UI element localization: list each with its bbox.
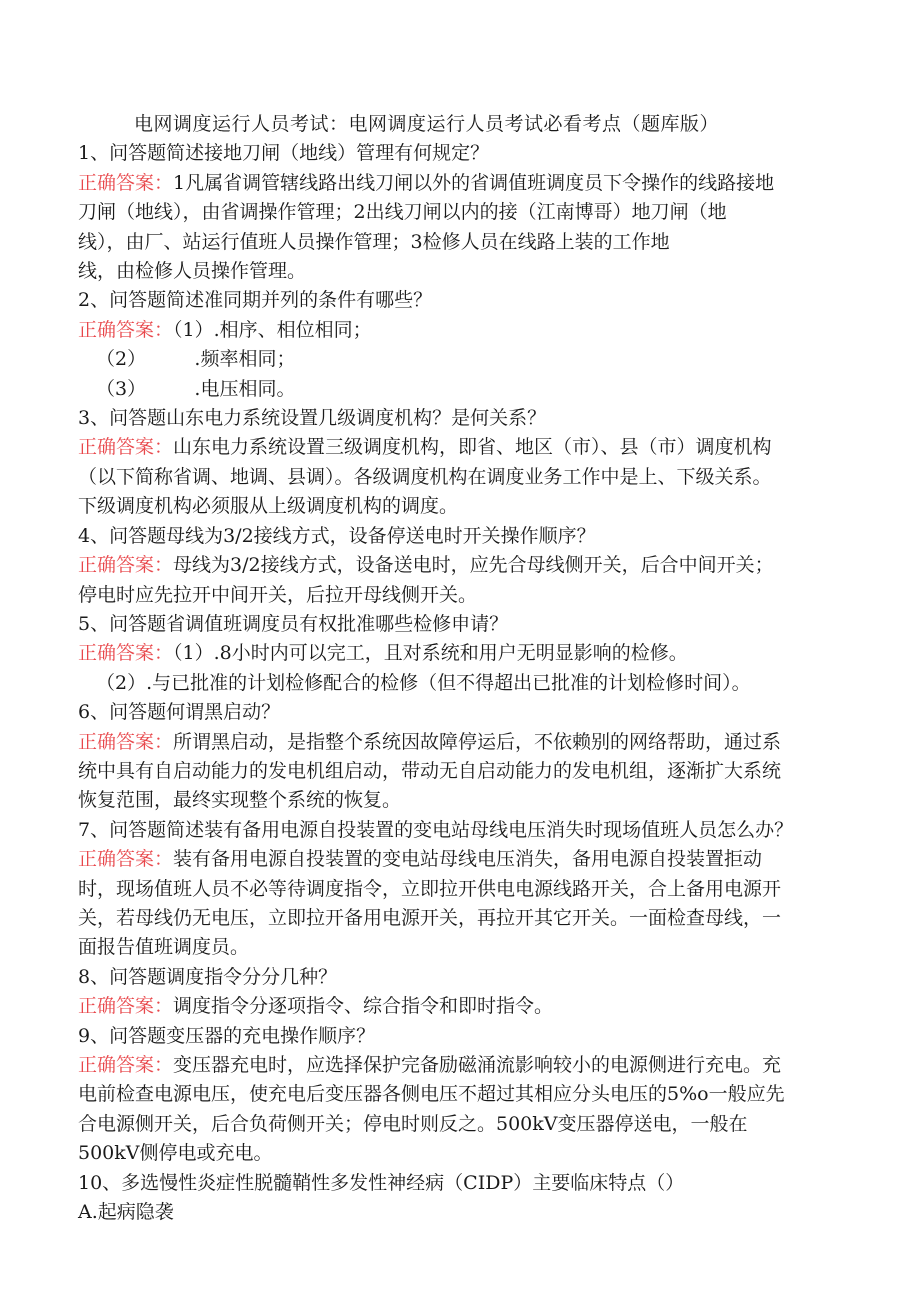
answer-6-line-1	[78, 728, 830, 757]
answer-6-text-1: 所谓黑启动，是指整个系统因故障停运后，不依赖别的网络帮助，通过系	[173, 730, 782, 753]
answer-1-line-4: 线，由检修人员操作管理。	[78, 260, 307, 283]
answer-1-line-1	[78, 169, 830, 198]
answer-5-line-1	[78, 639, 830, 668]
answer-9-line-3: 合电源侧开关，后合负荷侧开关；停电时则反之。500kV变压器停送电，一般在	[78, 1112, 748, 1135]
answer-2-text-1: （1）.相序、相位相同；	[173, 318, 372, 341]
answer-4-text-1: 母线为3/2接线方式，设备送电时，应先合母线侧开关，后合中间开关；	[173, 554, 774, 577]
answer-3-line-2: （以下简称省调、地调、县调）。各级调度机构在调度业务工作中是上、下级关系。	[78, 465, 772, 488]
answer-7-line-3: 关，若母线仍无电压，立即拉开备用电源开关，再拉开其它开关。一面检查母线，一	[78, 906, 782, 929]
answer-9-text-1: 变压器充电时，应选择保护完备励磁涌流影响较小的电源侧进行充电。充	[173, 1054, 782, 1076]
question-4: 4、问答题母线为3/2接线方式，设备停送电时开关操作顺序？	[78, 524, 596, 547]
question-2: 2、问答题简述准同期并列的条件有哪些？	[78, 289, 433, 312]
answer-4-line-2: 停电时应先拉开中间开关，后拉开母线侧开关。	[78, 583, 478, 606]
answer-label: 正确答案：	[78, 1054, 174, 1076]
answer-6-line-2: 统中具有自启动能力的发电机组启动，带动无自启动能力的发电机组，逐渐扩大系统	[78, 759, 782, 782]
answer-6-line-3: 恢复范围，最终实现整个系统的恢复。	[78, 789, 402, 812]
answer-3-text-1: 山东电力系统设置三级调度机构，即省、地区（市）、县（市）调度机构	[173, 436, 772, 459]
answer-label: 正确答案：	[78, 730, 174, 753]
answer-2-line-3: （3） .电压相同。	[96, 377, 296, 400]
answer-8-text-1: 调度指令分逐项指令、综合指令和即时指令。	[173, 995, 554, 1018]
answer-8-line-1	[78, 992, 830, 1021]
question-5: 5、问答题省调值班调度员有权批准哪些检修申请？	[78, 612, 509, 635]
answer-7-text-1: 装有备用电源自投装置的变电站母线电压消失，备用电源自投装置拒动	[173, 848, 763, 871]
answer-1-line-3: 线），由厂、站运行值班人员操作管理；3检修人员在线路上装的工作地	[78, 230, 670, 253]
answer-7-line-2: 时，现场值班人员不必等待调度指令，立即拉开供电电源线路开关，合上备用电源开	[78, 877, 782, 900]
answer-9-line-4: 500kV侧停电或充电。	[78, 1142, 273, 1165]
answer-label: 正确答案：	[78, 436, 174, 459]
answer-5-line-2: （2）.与已批准的计划检修配合的检修（但不得超出已批准的计划检修时间）。	[96, 671, 751, 694]
answer-2-line-1	[78, 316, 830, 345]
answer-1-line-2: 刀闸（地线），由省调操作管理；2出线刀闸以内的接（江南博哥）地刀闸（地	[78, 201, 727, 224]
answer-3-line-3: 下级调度机构必须服从上级调度机构的调度。	[78, 495, 459, 518]
question-9: 9、问答题变压器的充电操作顺序？	[78, 1024, 376, 1047]
question-3: 3、问答题山东电力系统设置几级调度机构？是何关系？	[78, 407, 547, 430]
question-1: 1、问答题简述接地刀闸（地线）管理有何规定？	[78, 142, 490, 165]
answer-3-line-1	[78, 433, 830, 462]
answer-9-line-1	[78, 1051, 830, 1080]
question-6: 6、问答题何谓黑启动？	[78, 701, 281, 724]
answer-1-text-1: 1凡属省调管辖线路出线刀闸以外的省调值班调度员下令操作的线路接地	[173, 171, 775, 194]
answer-7-line-4: 面报告值班调度员。	[78, 936, 250, 959]
question-7: 7、问答题简述装有备用电源自投装置的变电站母线电压消失时现场值班人员怎么办？	[78, 818, 794, 841]
question-10: 10、多选慢性炎症性脱髓鞘性多发性神经病（CIDP）主要临床特点（）	[78, 1171, 685, 1194]
answer-label: 正确答案：	[78, 995, 174, 1018]
answer-2-line-2: （2） .频率相同；	[96, 348, 296, 371]
answer-4-line-1	[78, 551, 830, 580]
answer-9-line-2: 电前检查电源电压，使充电后变压器各侧电压不超过其相应分头电压的5%o一般应先	[78, 1083, 785, 1106]
answer-label: 正确答案：	[78, 171, 174, 194]
question-8: 8、问答题调度指令分分几种？	[78, 965, 338, 988]
document-title: 电网调度运行人员考试：电网调度运行人员考试必看考点（题库版）	[134, 113, 720, 135]
answer-5-text-1: （1）.8小时内可以完工，且对系统和用户无明显影响的检修。	[173, 642, 688, 665]
answer-label: 正确答案：	[78, 642, 174, 665]
option-a: A.起病隐袭	[78, 1201, 174, 1224]
answer-7-line-1	[78, 845, 830, 874]
answer-label: 正确答案：	[78, 554, 174, 577]
exam-document	[78, 110, 830, 1227]
answer-label: 正确答案：	[78, 318, 174, 341]
answer-label: 正确答案：	[78, 848, 174, 871]
